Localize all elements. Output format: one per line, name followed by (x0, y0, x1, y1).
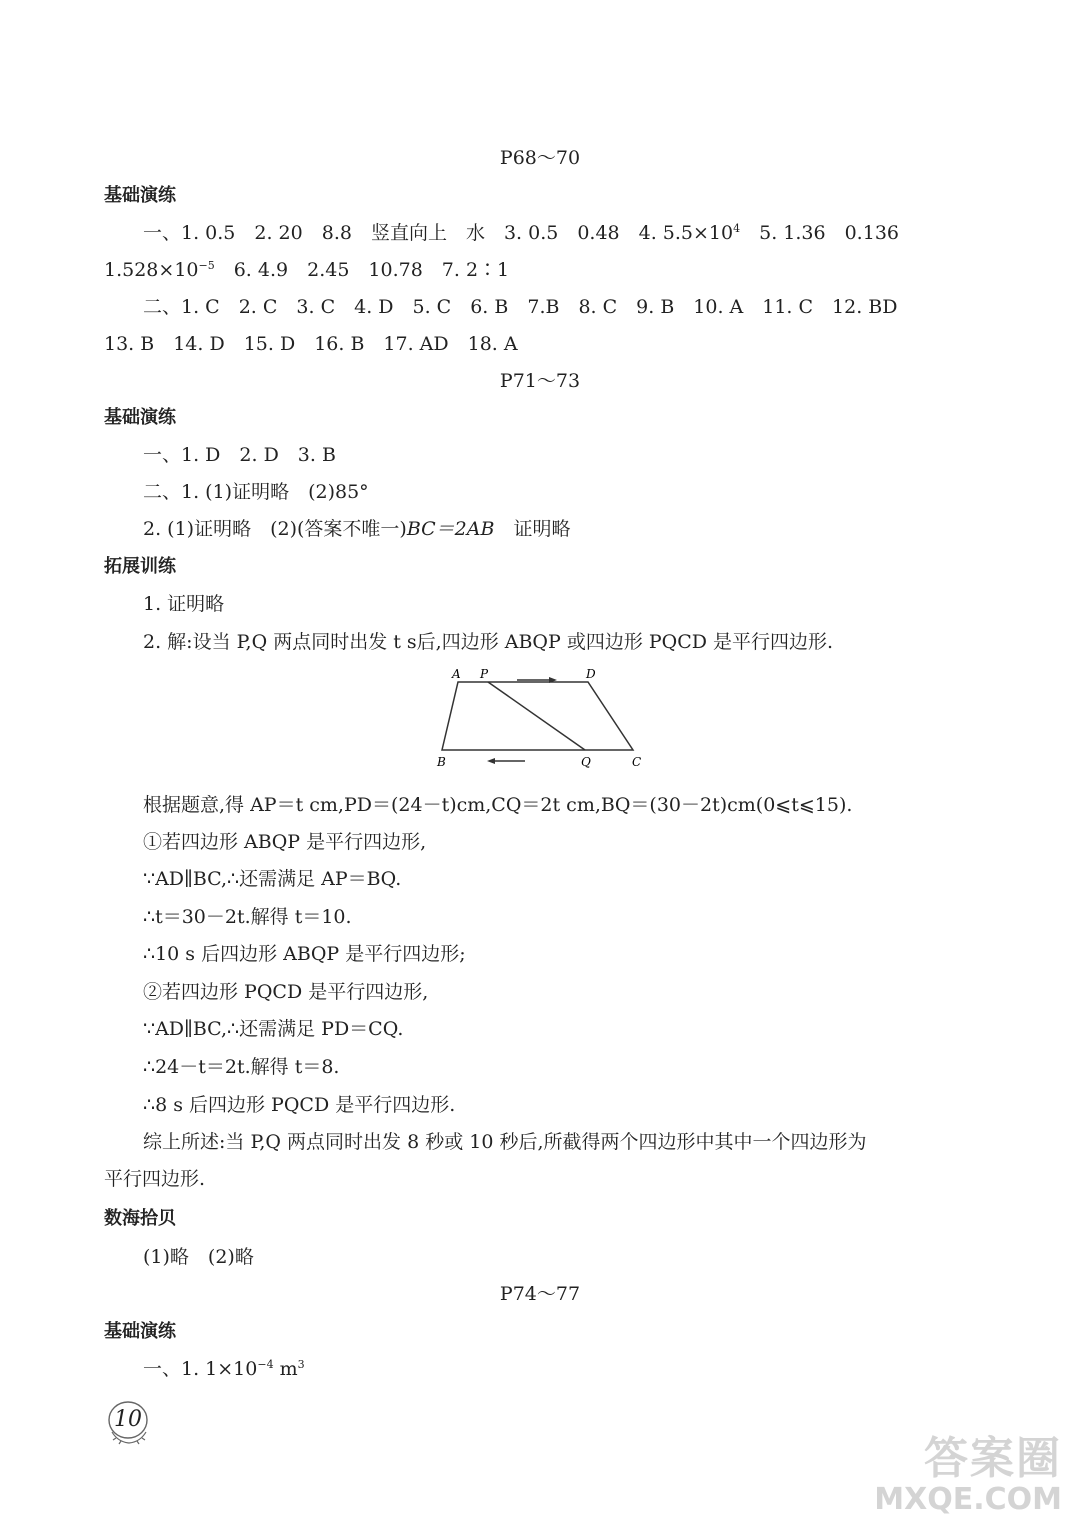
answer-line-1-2: $1.528\times 10^{-5}$ 6. 4.9 2.45 10.78 7. 2∶1 (104, 259, 510, 281)
label-d: D (586, 667, 596, 681)
answer-line-1-1: 一、1. 0.5 2. 20 8.8 竖直向上 水 3. 0.5 0.48 4. $5.5\times 10^4$ 5. 1.36 0.136 (143, 222, 899, 244)
watermark-url: MXQE.COM (874, 1482, 1062, 1517)
watermark (874, 1435, 1062, 1517)
label-q: Q (581, 755, 591, 769)
solution-line: ∵AD∥BC,∴还需满足 PD＝CQ. (143, 1018, 404, 1040)
answer-line-2-1: 二、1. C 2. C 3. C 4. D 5. C 6. B 7.B 8. C 9. B 10. A 11. C 12. BD (143, 296, 898, 318)
label-b: B (437, 755, 446, 769)
arrowhead-left (487, 758, 495, 764)
label-p: P (480, 667, 489, 681)
extension-answer-1: 1. 证明略 (143, 593, 225, 615)
section-title-p68-70: P68～70 (499, 147, 581, 169)
solution-line: ①若四边形 ABQP 是平行四边形, (143, 831, 427, 853)
solution-line: ∴8 s 后四边形 PQCD 是平行四边形. (143, 1094, 456, 1116)
solution-line: ∴24－t＝2t.解得 t＝8. (143, 1056, 340, 1078)
page-number-badge (104, 1398, 154, 1446)
heading-basic-practice-1: 基础演练 (104, 185, 176, 206)
watermark-logo-text: 答案圈 (924, 1433, 1062, 1484)
solution-line: ②若四边形 PQCD 是平行四边形, (143, 981, 429, 1003)
solution-line: 根据题意,得 AP＝t cm,PD＝(24－t)cm,CQ＝2t cm,BQ＝(30－2t)cm(0⩽t⩽15). (143, 794, 853, 816)
solution-line: ∴10 s 后四边形 ABQP 是平行四边形; (143, 943, 466, 965)
answer-line: 一、1. D 2. D 3. B (143, 444, 336, 466)
segment-pq (488, 682, 585, 750)
page-number: 10 (114, 1407, 142, 1432)
heading-basic-practice-2: 基础演练 (104, 407, 176, 428)
section-title-p71-73: P71～73 (499, 370, 581, 392)
extension-answer-2: 2. 解:设当 P,Q 两点同时出发 t s后,四边形 ABQP 或四边形 PQCD 是平行四边形. (143, 631, 834, 653)
label-a: A (452, 667, 461, 681)
trapezoid-diagram (425, 662, 655, 774)
conclusion-line-1: 综上所述:当 P,Q 两点同时出发 8 秒或 10 秒后,所截得两个四边形中其中一个四边形为 (143, 1131, 867, 1153)
heading-extension-training: 拓展训练 (104, 556, 176, 577)
heading-math-sea: 数海拾贝 (104, 1208, 176, 1229)
answer-line: 二、1. (1)证明略 (2)85° (143, 481, 369, 503)
answer-line: 2. (1)证明略 (2)(答案不唯一)BC＝2AB 证明略 (143, 518, 571, 540)
section-title-p74-77: P74～77 (499, 1283, 581, 1305)
math-sea-answer: (1)略 (2)略 (143, 1246, 254, 1268)
label-c: C (632, 755, 642, 769)
solution-line: ∴t＝30－2t.解得 t＝10. (143, 906, 352, 928)
heading-basic-practice-3: 基础演练 (104, 1321, 176, 1342)
answer-line: 一、1. $1\times 10^{-4}$ $m^3$ (143, 1358, 305, 1380)
answer-line-2-2: 13. B 14. D 15. D 16. B 17. AD 18. A (104, 333, 518, 355)
solution-line: ∵AD∥BC,∴还需满足 AP＝BQ. (143, 868, 402, 890)
conclusion-line-2: 平行四边形. (104, 1168, 206, 1190)
